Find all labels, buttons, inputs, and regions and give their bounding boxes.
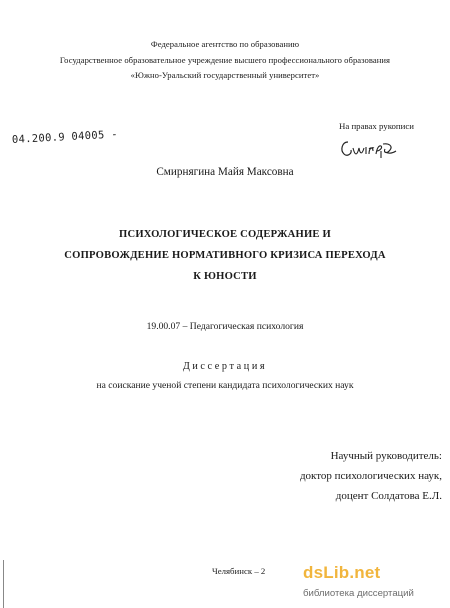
signature-graphic — [339, 136, 399, 162]
manuscript-rights-note: На правах рукописи — [339, 121, 414, 131]
archive-stamp-number: 04.200.9 04005 - — [11, 128, 119, 146]
dslib-logo: dsLib.net — [303, 563, 381, 582]
agency-name: Федеральное агентство по образованию — [150, 39, 300, 49]
handwritten-signature — [339, 136, 399, 167]
specialty-code: 19.00.07 – Педагогическая психология — [146, 321, 304, 332]
advisor-heading: Научный руководитель: — [330, 450, 442, 462]
university-name: «Южно-Уральский государственный университет» — [130, 70, 320, 80]
author-name: Смирнягина Майя Максовна — [156, 166, 294, 178]
dissertation-title-line-2: СОПРОВОЖДЕНИЕ НОРМАТИВНОГО КРИЗИСА ПЕРЕХОДА — [64, 250, 386, 261]
city-year: Челябинск – 2 — [212, 566, 266, 576]
advisor-degree: доктор психологических наук, — [299, 470, 442, 482]
scan-page-edge — [3, 560, 4, 608]
document-type: Диссертация — [182, 361, 268, 372]
institution-type: Государственное образовательное учреждение высшего профессионального образования — [59, 55, 391, 65]
degree-statement: на соискание ученой степени кандидата психологических наук — [96, 380, 354, 391]
dslib-watermark — [303, 563, 450, 605]
dslib-caption: библиотека диссертаций — [303, 588, 414, 599]
dissertation-title-line-1: ПСИХОЛОГИЧЕСКОЕ СОДЕРЖАНИЕ И — [119, 229, 331, 240]
dissertation-title-line-3: К ЮНОСТИ — [193, 271, 257, 282]
advisor-name: доцент Солдатова Е.Л. — [335, 490, 442, 502]
